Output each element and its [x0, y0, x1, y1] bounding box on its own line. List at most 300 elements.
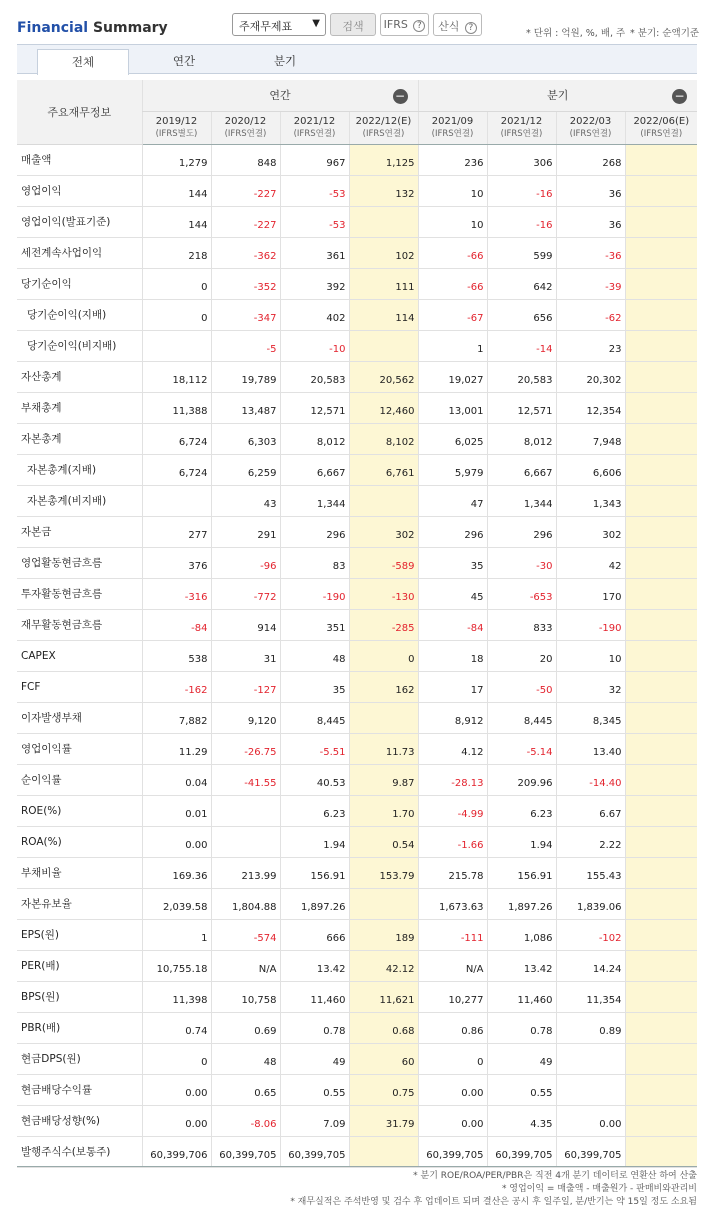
table-row — [17, 764, 697, 795]
collapse-quarter-icon[interactable]: − — [672, 89, 687, 104]
footnote-line: * 재무실적은 주석반영 및 검수 후 업데이트 되며 결산은 공시 후 일주일, 분/반기는 약 15일 정도 소요됨 — [290, 1197, 697, 1207]
table-cell: -53 — [280, 206, 349, 237]
row-label: 영업이익(발표기준) — [17, 206, 142, 237]
table-cell — [625, 206, 697, 237]
tab-quarter[interactable]: 분기 — [273, 54, 297, 68]
table-row — [17, 640, 697, 671]
table-cell: 170 — [556, 578, 625, 609]
table-cell: 144 — [142, 175, 211, 206]
table-cell — [556, 1074, 625, 1105]
table-cell: 12,571 — [487, 392, 556, 423]
table-cell: -50 — [487, 671, 556, 702]
row-label: PER(배) — [17, 950, 142, 981]
period-tabs — [17, 44, 697, 74]
table-cell — [211, 826, 280, 857]
table-cell: 9,120 — [211, 702, 280, 733]
table-cell: 1,279 — [142, 144, 211, 175]
table-cell: 6,724 — [142, 423, 211, 454]
table-cell: 10 — [418, 175, 487, 206]
row-label: 발행주식수(보통주) — [17, 1136, 142, 1167]
table-cell: 1,344 — [280, 485, 349, 516]
table-cell: 361 — [280, 237, 349, 268]
table-cell: -190 — [280, 578, 349, 609]
table-cell — [625, 857, 697, 888]
table-cell: 6,761 — [349, 454, 418, 485]
table-cell: 9.87 — [349, 764, 418, 795]
table-cell: 83 — [280, 547, 349, 578]
table-cell: 1.94 — [280, 826, 349, 857]
table-cell — [625, 981, 697, 1012]
table-cell: 6,724 — [142, 454, 211, 485]
table-row — [17, 795, 697, 826]
table-cell: -26.75 — [211, 733, 280, 764]
table-cell — [625, 1043, 697, 1074]
table-cell: 162 — [349, 671, 418, 702]
summary-header — [0, 0, 706, 44]
table-cell: 11,354 — [556, 981, 625, 1012]
table-cell: 1,125 — [349, 144, 418, 175]
table-cell: 20,562 — [349, 361, 418, 392]
ifrs-help-button[interactable] — [380, 13, 429, 36]
table-row — [17, 175, 697, 206]
table-row — [17, 1043, 697, 1074]
table-cell: 8,445 — [487, 702, 556, 733]
table-cell: 36 — [556, 206, 625, 237]
table-row — [17, 578, 697, 609]
table-cell: 1,897.26 — [487, 888, 556, 919]
table-cell: 1 — [418, 330, 487, 361]
search-button[interactable]: 검색 — [330, 13, 376, 36]
table-cell — [625, 392, 697, 423]
row-label: 당기순이익 — [17, 268, 142, 299]
table-cell: 13,001 — [418, 392, 487, 423]
table-cell: 296 — [418, 516, 487, 547]
table-cell: 60,399,705 — [556, 1136, 625, 1167]
table-cell: 10,277 — [418, 981, 487, 1012]
table-cell: 0 — [142, 1043, 211, 1074]
table-cell: 277 — [142, 516, 211, 547]
formula-label: 산식 — [438, 20, 460, 33]
table-cell: 392 — [280, 268, 349, 299]
table-row — [17, 1136, 697, 1167]
table-cell: 642 — [487, 268, 556, 299]
table-cell: -16 — [487, 175, 556, 206]
table-row — [17, 1012, 697, 1043]
table-cell: 0 — [349, 640, 418, 671]
table-row — [17, 516, 697, 547]
table-row — [17, 237, 697, 268]
table-cell: 296 — [487, 516, 556, 547]
table-cell: 60,399,705 — [211, 1136, 280, 1167]
formula-help-button[interactable] — [433, 13, 482, 36]
table-cell: -190 — [556, 609, 625, 640]
quarter-basis-note: * 분기: 순액기준 — [630, 28, 700, 39]
statement-type-select[interactable] — [232, 13, 326, 36]
table-cell: 11.29 — [142, 733, 211, 764]
table-cell: 1,839.06 — [556, 888, 625, 919]
table-cell: 0.00 — [556, 1105, 625, 1136]
table-cell: 0.89 — [556, 1012, 625, 1043]
table-cell: 60,399,705 — [280, 1136, 349, 1167]
table-row — [17, 268, 697, 299]
table-cell — [625, 609, 697, 640]
table-cell: 0.00 — [142, 1074, 211, 1105]
table-cell: 6,303 — [211, 423, 280, 454]
table-cell: 0.00 — [142, 826, 211, 857]
table-cell: -8.06 — [211, 1105, 280, 1136]
question-icon: ? — [413, 20, 425, 32]
table-cell — [625, 826, 697, 857]
table-cell: 36 — [556, 175, 625, 206]
table-cell — [625, 237, 697, 268]
row-label: 당기순이익(지배) — [17, 299, 142, 330]
title-summary: Summary — [92, 20, 168, 36]
table-cell: 19,789 — [211, 361, 280, 392]
table-cell: 402 — [280, 299, 349, 330]
table-cell: -347 — [211, 299, 280, 330]
table-cell: 114 — [349, 299, 418, 330]
table-cell: -66 — [418, 237, 487, 268]
row-label: 세전계속사업이익 — [17, 237, 142, 268]
table-cell: 0 — [418, 1043, 487, 1074]
table-cell — [349, 1136, 418, 1167]
table-cell: 42.12 — [349, 950, 418, 981]
table-cell: 8,012 — [280, 423, 349, 454]
column-header — [280, 111, 349, 144]
table-cell: 49 — [487, 1043, 556, 1074]
table-cell: 5,979 — [418, 454, 487, 485]
row-label: 이자발생부채 — [17, 702, 142, 733]
table-cell: 156.91 — [487, 857, 556, 888]
table-cell: 132 — [349, 175, 418, 206]
table-cell: 351 — [280, 609, 349, 640]
table-row — [17, 454, 697, 485]
table-cell: 6,667 — [487, 454, 556, 485]
table-cell: 1,804.88 — [211, 888, 280, 919]
quarter-group-label: 분기 — [547, 89, 569, 103]
table-cell — [625, 795, 697, 826]
table-cell: 48 — [211, 1043, 280, 1074]
table-cell: 12,354 — [556, 392, 625, 423]
table-cell — [625, 454, 697, 485]
table-cell: 11,460 — [280, 981, 349, 1012]
table-cell: 1 — [142, 919, 211, 950]
table-cell: 0.68 — [349, 1012, 418, 1043]
table-cell: -1.66 — [418, 826, 487, 857]
table-cell — [349, 330, 418, 361]
row-label: 자산총계 — [17, 361, 142, 392]
tab-annual[interactable]: 연간 — [172, 54, 196, 68]
table-cell: 20,302 — [556, 361, 625, 392]
table-cell: 13.42 — [487, 950, 556, 981]
table-cell: 0.54 — [349, 826, 418, 857]
table-cell: 6,259 — [211, 454, 280, 485]
row-label: 자본총계(지배) — [17, 454, 142, 485]
table-cell: 1.70 — [349, 795, 418, 826]
table-cell: 45 — [418, 578, 487, 609]
table-cell: 32 — [556, 671, 625, 702]
table-cell: 10 — [418, 206, 487, 237]
table-cell: -352 — [211, 268, 280, 299]
table-cell: 306 — [487, 144, 556, 175]
row-label: CAPEX — [17, 640, 142, 671]
table-cell: 13.40 — [556, 733, 625, 764]
table-cell: -96 — [211, 547, 280, 578]
column-period: 2019/12 — [155, 115, 198, 127]
table-cell: -772 — [211, 578, 280, 609]
table-cell: 35 — [418, 547, 487, 578]
column-basis: (IFRS연결) — [569, 128, 612, 139]
table-cell: 848 — [211, 144, 280, 175]
table-bottom-border — [17, 1166, 697, 1167]
column-basis: (IFRS별도) — [155, 128, 198, 139]
table-cell: 0 — [142, 268, 211, 299]
table-cell: 20,583 — [280, 361, 349, 392]
row-label: 현금배당성향(%) — [17, 1105, 142, 1136]
table-cell — [625, 950, 697, 981]
table-cell — [556, 1043, 625, 1074]
table-row — [17, 299, 697, 330]
table-row — [17, 950, 697, 981]
table-cell: -14.40 — [556, 764, 625, 795]
table-cell: -14 — [487, 330, 556, 361]
table-cell — [349, 485, 418, 516]
table-cell: 11,621 — [349, 981, 418, 1012]
row-label: ROA(%) — [17, 826, 142, 857]
table-cell: 17 — [418, 671, 487, 702]
table-cell: 60,399,706 — [142, 1136, 211, 1167]
table-cell: 40.53 — [280, 764, 349, 795]
column-period: 2020/12 — [224, 115, 267, 127]
column-header — [142, 111, 211, 144]
table-cell: -227 — [211, 206, 280, 237]
row-label: 부채총계 — [17, 392, 142, 423]
table-cell: -67 — [418, 299, 487, 330]
row-label: 영업이익률 — [17, 733, 142, 764]
table-cell: 2.22 — [556, 826, 625, 857]
table-cell: 31.79 — [349, 1105, 418, 1136]
table-cell: 8,012 — [487, 423, 556, 454]
row-label: 매출액 — [17, 144, 142, 175]
table-cell: 967 — [280, 144, 349, 175]
table-cell: 1,343 — [556, 485, 625, 516]
table-cell: 0.78 — [280, 1012, 349, 1043]
row-label: EPS(원) — [17, 919, 142, 950]
table-cell: 20 — [487, 640, 556, 671]
table-cell: 11,388 — [142, 392, 211, 423]
table-cell — [625, 175, 697, 206]
table-cell: 0.55 — [487, 1074, 556, 1105]
table-row — [17, 206, 697, 237]
table-cell: -285 — [349, 609, 418, 640]
table-cell: -4.99 — [418, 795, 487, 826]
table-row — [17, 888, 697, 919]
table-cell — [625, 671, 697, 702]
column-header — [625, 111, 697, 144]
table-cell — [625, 547, 697, 578]
collapse-annual-icon[interactable]: − — [393, 89, 408, 104]
tab-all[interactable]: 전체 — [37, 49, 129, 75]
table-cell: 18,112 — [142, 361, 211, 392]
table-cell: 8,912 — [418, 702, 487, 733]
column-period: 2021/12 — [293, 115, 336, 127]
table-row — [17, 702, 697, 733]
table-cell: 31 — [211, 640, 280, 671]
table-cell: 12,460 — [349, 392, 418, 423]
column-basis: (IFRS연결) — [293, 128, 336, 139]
table-cell: -227 — [211, 175, 280, 206]
annual-group-label: 연간 — [269, 89, 291, 103]
footnote-line: * 영업이익 = 매출액 - 매출원가 - 판매비와관리비 — [501, 1184, 697, 1194]
row-label: 자본금 — [17, 516, 142, 547]
column-basis: (IFRS연결) — [224, 128, 267, 139]
table-cell: -127 — [211, 671, 280, 702]
table-cell: 10,758 — [211, 981, 280, 1012]
unit-note: * 단위 : 억원, %, 배, 주 — [526, 28, 626, 39]
row-label: 투자활동현금흐름 — [17, 578, 142, 609]
table-cell — [625, 1012, 697, 1043]
table-cell: 47 — [418, 485, 487, 516]
row-label: ROE(%) — [17, 795, 142, 826]
table-cell: -5 — [211, 330, 280, 361]
row-label: 영업활동현금흐름 — [17, 547, 142, 578]
table-cell: N/A — [418, 950, 487, 981]
table-cell: 296 — [280, 516, 349, 547]
table-cell — [625, 702, 697, 733]
table-cell: 11,398 — [142, 981, 211, 1012]
table-cell: -53 — [280, 175, 349, 206]
column-basis: (IFRS연결) — [431, 128, 474, 139]
ifrs-label: IFRS — [383, 18, 408, 31]
table-cell: -316 — [142, 578, 211, 609]
table-cell: 0.75 — [349, 1074, 418, 1105]
question-icon: ? — [465, 22, 477, 34]
table-cell: 18 — [418, 640, 487, 671]
row-label: 자본총계(비지배) — [17, 485, 142, 516]
table-cell: 8,345 — [556, 702, 625, 733]
table-cell: 666 — [280, 919, 349, 950]
table-cell: 302 — [556, 516, 625, 547]
table-cell: -39 — [556, 268, 625, 299]
table-cell — [625, 361, 697, 392]
table-cell: -16 — [487, 206, 556, 237]
table-cell: 11.73 — [349, 733, 418, 764]
table-row — [17, 423, 697, 454]
table-cell: 218 — [142, 237, 211, 268]
table-cell: -41.55 — [211, 764, 280, 795]
table-row — [17, 547, 697, 578]
statement-type-value: 주재무제표 — [239, 20, 293, 33]
table-cell: -362 — [211, 237, 280, 268]
column-basis: (IFRS연결) — [500, 128, 543, 139]
table-cell: -10 — [280, 330, 349, 361]
table-cell — [625, 1105, 697, 1136]
table-cell: -84 — [418, 609, 487, 640]
chevron-down-icon: ▼ — [312, 18, 320, 29]
footnote-line: * 분기 ROE/ROA/PER/PBR은 직전 4개 분기 데이터로 연환산 하여 산출 — [413, 1171, 697, 1181]
table-cell: 12,571 — [280, 392, 349, 423]
column-period: 2022/06(E) — [633, 115, 690, 127]
table-cell: 215.78 — [418, 857, 487, 888]
table-cell: 302 — [349, 516, 418, 547]
row-label: 자본총계 — [17, 423, 142, 454]
table-cell — [625, 764, 697, 795]
table-cell: 4.12 — [418, 733, 487, 764]
table-row — [17, 1074, 697, 1105]
column-header — [211, 111, 280, 144]
table-cell: 60,399,705 — [487, 1136, 556, 1167]
table-cell: 1.94 — [487, 826, 556, 857]
table-cell: -28.13 — [418, 764, 487, 795]
table-cell — [625, 1136, 697, 1167]
table-cell: 2,039.58 — [142, 888, 211, 919]
table-row — [17, 330, 697, 361]
table-cell: 14.24 — [556, 950, 625, 981]
row-header-label: 주요재무정보 — [17, 80, 142, 144]
table-cell: 0.55 — [280, 1074, 349, 1105]
column-period: 2021/09 — [431, 115, 474, 127]
table-cell: -30 — [487, 547, 556, 578]
row-label: BPS(원) — [17, 981, 142, 1012]
table-cell: 0.86 — [418, 1012, 487, 1043]
row-label: PBR(배) — [17, 1012, 142, 1043]
quarter-group-header — [418, 80, 697, 111]
table-cell: 6.23 — [487, 795, 556, 826]
table-cell: 0.00 — [142, 1105, 211, 1136]
row-label: 부채비율 — [17, 857, 142, 888]
row-label: FCF — [17, 671, 142, 702]
column-header — [349, 111, 418, 144]
table-row — [17, 144, 697, 175]
table-cell: 6,025 — [418, 423, 487, 454]
table-row — [17, 485, 697, 516]
table-cell: 0.78 — [487, 1012, 556, 1043]
table-cell: -102 — [556, 919, 625, 950]
table-cell: 48 — [280, 640, 349, 671]
table-cell: 1,897.26 — [280, 888, 349, 919]
table-cell: 0.01 — [142, 795, 211, 826]
row-label: 순이익률 — [17, 764, 142, 795]
table-cell: 8,445 — [280, 702, 349, 733]
table-cell: -111 — [418, 919, 487, 950]
row-label: 재무활동현금흐름 — [17, 609, 142, 640]
table-cell: -36 — [556, 237, 625, 268]
table-row — [17, 919, 697, 950]
table-cell: 144 — [142, 206, 211, 237]
row-label: 현금DPS(원) — [17, 1043, 142, 1074]
table-cell — [349, 206, 418, 237]
table-cell: 10,755.18 — [142, 950, 211, 981]
table-body — [17, 144, 697, 1167]
column-basis: (IFRS연결) — [362, 128, 405, 139]
table-cell — [625, 888, 697, 919]
table-cell: 6,667 — [280, 454, 349, 485]
table-cell: 538 — [142, 640, 211, 671]
table-cell — [625, 423, 697, 454]
table-cell: 189 — [349, 919, 418, 950]
table-cell: 20,583 — [487, 361, 556, 392]
table-cell: 35 — [280, 671, 349, 702]
table-cell: N/A — [211, 950, 280, 981]
table-cell: -66 — [418, 268, 487, 299]
table-cell: -5.51 — [280, 733, 349, 764]
table-cell: 153.79 — [349, 857, 418, 888]
table-cell: 1,086 — [487, 919, 556, 950]
table-cell — [625, 268, 697, 299]
table-cell — [349, 702, 418, 733]
table-row — [17, 857, 697, 888]
table-cell: 7,882 — [142, 702, 211, 733]
